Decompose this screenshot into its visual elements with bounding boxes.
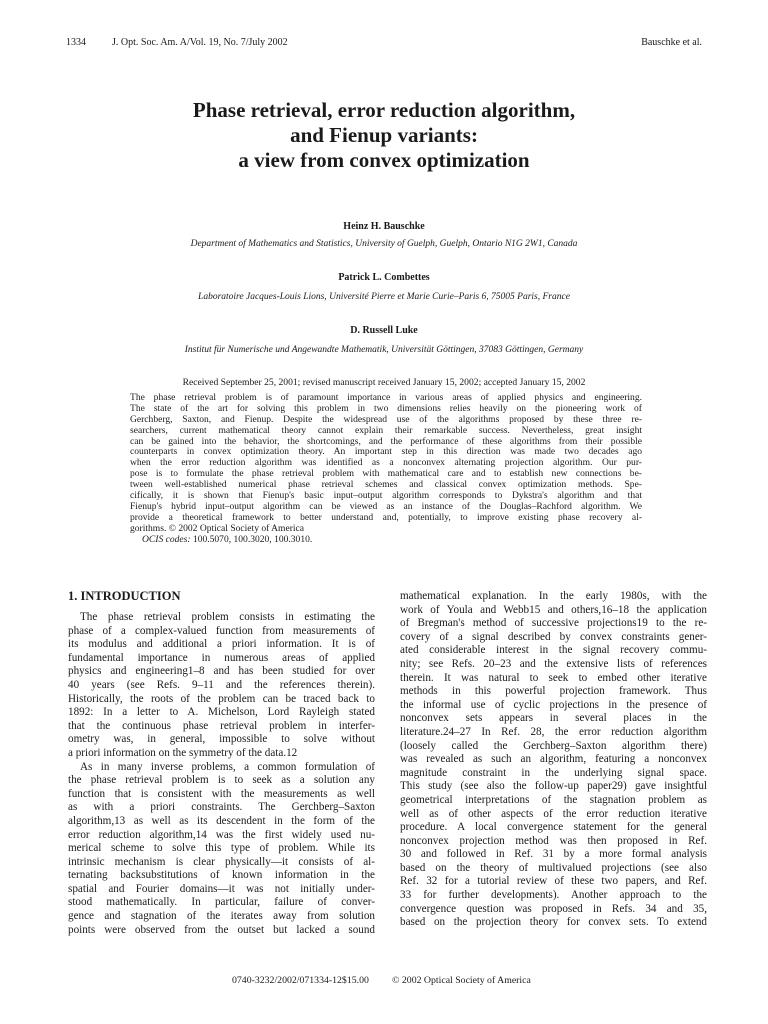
paper-title — [0, 98, 768, 173]
body-text-line: function that is consistent with the measurements as well — [68, 787, 375, 800]
body-text-line: Ref. 32 for a tutorial review of these two papers, and Ref. — [400, 875, 707, 888]
left-column — [68, 590, 375, 937]
body-text-line: phase of a complex-valued function from measurements of — [68, 624, 375, 637]
received-dates: Received September 25, 2001; revised manuscript received January 15, 2002; accepted January 15, 2002 — [182, 377, 586, 388]
body-text-line: a priori information on the symmetry of the data.12 — [68, 746, 298, 759]
running-authors: Bauschke et al. — [641, 37, 702, 48]
abstract-line: The phase retrieval problem is of paramount importance in various areas of applied physics and engineering. — [130, 393, 642, 403]
page-number: 1334 — [66, 37, 86, 48]
author-name: D. Russell Luke — [350, 325, 418, 336]
abstract-line: Gerchberg, Saxton, and Fienup. Despite the widespread use of the algorithms proposed by these three re- — [130, 414, 642, 425]
body-text-line: its modulus and additional a priori information. It is of — [68, 638, 375, 651]
body-text-line: 30 and followed in Ref. 31 by a more formal analysis — [400, 848, 707, 861]
abstract-line: can be gained into the behavior, the shortcomings, and the performance of these algorithms from their possible — [130, 436, 642, 447]
abstract — [130, 393, 642, 545]
body-text-line: therein. It was natural to seek to embed other iterative — [400, 671, 707, 684]
body-text-line: nonconvex projection method was then proposed in Ref. — [400, 834, 707, 847]
right-column-body — [400, 590, 707, 930]
ocis-values: 100.5070, 100.3020, 100.3010. — [192, 533, 313, 545]
abstract-line: Fienup's hybrid input–output algorithm can be viewed as an instance of the Douglas–Rachford algorithm. We — [130, 501, 642, 512]
body-text-line: based on the projection theory for convex sets. To extend — [400, 916, 707, 929]
author-name: Patrick L. Combettes — [338, 272, 430, 283]
ocis-label: OCIS codes: — [142, 533, 191, 545]
body-text-line: algorithm,13 as well as its descendent in the form of the — [68, 814, 375, 827]
body-text-line: well as of other aspects of the error reduction iterative — [400, 807, 707, 820]
body-text-line: spatial and Fourier domains—it was not initially under- — [68, 882, 375, 895]
body-text-line: ometry was, in general, impossible to solve without — [68, 733, 375, 746]
author-name: Heinz H. Bauschke — [343, 221, 425, 232]
abstract-line: tween well-established numerical phase retrieval schemes and classical convex optimization methods. Spe- — [130, 480, 642, 491]
right-column — [400, 590, 707, 930]
footer-copyright: © 2002 Optical Society of America — [392, 975, 531, 986]
body-text-line: the phase retrieval problem is to seek as a solution any — [68, 774, 375, 787]
body-text-line: of Bregman's method of successive projections19 to the re- — [400, 617, 707, 630]
body-text-line: geometrical interpretations of the stagnation problem as — [400, 793, 707, 806]
title-line: a view from convex optimization — [238, 148, 530, 172]
body-text-line: points were observed from the outset but lacked a sound — [68, 923, 375, 936]
running-head — [66, 37, 702, 51]
body-text-line: gence and stagnation of the iterates away from solution — [68, 910, 375, 923]
journal-citation: J. Opt. Soc. Am. A/Vol. 19, No. 7/July 2002 — [112, 37, 288, 48]
body-text-line: intrinsic mechanism is clear physically—it consists of al- — [68, 855, 375, 868]
abstract-line: cifically, it is shown that Fienup's basic input–output algorithm corresponds to Dykstra's algorithm and that — [130, 491, 642, 502]
left-column-body — [68, 611, 375, 937]
body-text-line: methods in this powerful projection framework. Thus — [400, 685, 707, 698]
abstract-line: pose is to formulate the phase retrieval problem with mathematical care and to establish new connections be- — [130, 469, 642, 480]
body-text-line: 33 for further developments). Another approach to the — [400, 889, 707, 902]
abstract-line: The state of the art for solving this problem in two dimensions relies heavily on the pioneering work of — [130, 403, 642, 414]
body-text-line: as with a priori constraints. The Gerchberg–Saxton — [68, 801, 375, 814]
title-line: Phase retrieval, error reduction algorithm, — [192, 98, 576, 122]
section-heading: 1. INTRODUCTION — [68, 589, 181, 603]
body-text-line: based on the theory of multivalued projections (see also — [400, 861, 707, 874]
body-text-line: stood mathematically. In particular, failure of conver- — [68, 896, 375, 909]
title-line: and Fienup variants: — [290, 123, 478, 147]
body-text-line: merical scheme to solve this type of problem. While its — [68, 842, 375, 855]
author-affiliation: Institut für Numerische und Angewandte Mathematik, Universität Göttingen, 37083 Göttingen, Germany — [184, 345, 584, 355]
abstract-line: provide a theoretical framework to better understand and, potentially, to improve existing phase recovery al- — [130, 512, 642, 523]
body-text-line: Historically, the roots of the problem can be traced back to — [68, 692, 375, 705]
issn-price: 0740-3232/2002/071334-12$15.00 — [232, 975, 369, 986]
abstract-line: gorithms. © 2002 Optical Society of America — [130, 523, 305, 534]
body-text-line: procedure. A local convergence statement for the general — [400, 821, 707, 834]
body-text-line: work of Youla and Webb15 and others,16–18 the application — [400, 603, 707, 616]
body-text-line: ternating backsubstitutions of known information in the — [68, 869, 375, 882]
ocis-codes — [130, 535, 642, 546]
body-text-line: As in many inverse problems, a common formulation of — [80, 760, 375, 773]
body-text-line: literature.24–27 In Ref. 28, the error reduction algorithm — [400, 725, 707, 738]
body-text-line: (loosely called the Gerchberg–Saxton algorithm there) — [400, 739, 707, 752]
abstract-line: counterparts in convex optimization theory. An important step in this direction was made two decades ago — [130, 447, 642, 458]
body-text-line: was revealed as such an algorithm, featuring a nonconvex — [400, 753, 707, 766]
body-text-line: ated considerable interest in the signal recovery commu- — [400, 644, 707, 657]
body-text-line: nonconvex sets appears in several places in the — [400, 712, 707, 725]
abstract-line: when the error reduction algorithm was identified as a nonconvex alternating projection algorithm. Our pur- — [130, 458, 642, 469]
body-text-line: 1892: In a letter to A. Michelson, Lord Rayleigh stated — [68, 706, 375, 719]
body-text-line: covery of a signal described by convex constraints gener- — [400, 630, 707, 643]
body-text-line: magnitude constraint in the underlying signal space. — [400, 766, 707, 779]
body-text-line: the informal use of cyclic projections in the presence of — [400, 698, 707, 711]
body-text-line: that the continuous phase retrieval problem in interfer- — [68, 719, 375, 732]
body-text-line: fundamental importance in numerous areas of applied — [68, 651, 375, 664]
body-text-line: physics and engineering1–8 and has been studied for over — [68, 665, 375, 678]
body-text-line: error reduction algorithm,14 was the first widely used nu- — [68, 828, 375, 841]
body-text-line: The phase retrieval problem consists in estimating the — [80, 611, 375, 623]
body-text-line: nity; see Refs. 20–23 and the extensive lists of references — [400, 657, 707, 670]
author-affiliation: Department of Mathematics and Statistics, University of Guelph, Guelph, Ontario N1G 2W1, Canada — [190, 239, 578, 249]
body-text-line: 40 years (see Refs. 9–11 and the references therein). — [68, 678, 375, 691]
body-text-line: mathematical explanation. In the early 1980s, with the — [400, 590, 707, 602]
abstract-line: searchers, current mathematical theory cannot explain their remarkable success. Nevertheless, great insight — [130, 425, 642, 436]
body-text-line: This study (see also the follow-up paper29) gave insightful — [400, 780, 707, 793]
body-text-line: convergence question was proposed in Refs. 34 and 35, — [400, 902, 707, 915]
author-affiliation: Laboratoire Jacques-Louis Lions, Université Pierre et Marie Curie–Paris 6, 75005 Paris, France — [198, 292, 570, 302]
